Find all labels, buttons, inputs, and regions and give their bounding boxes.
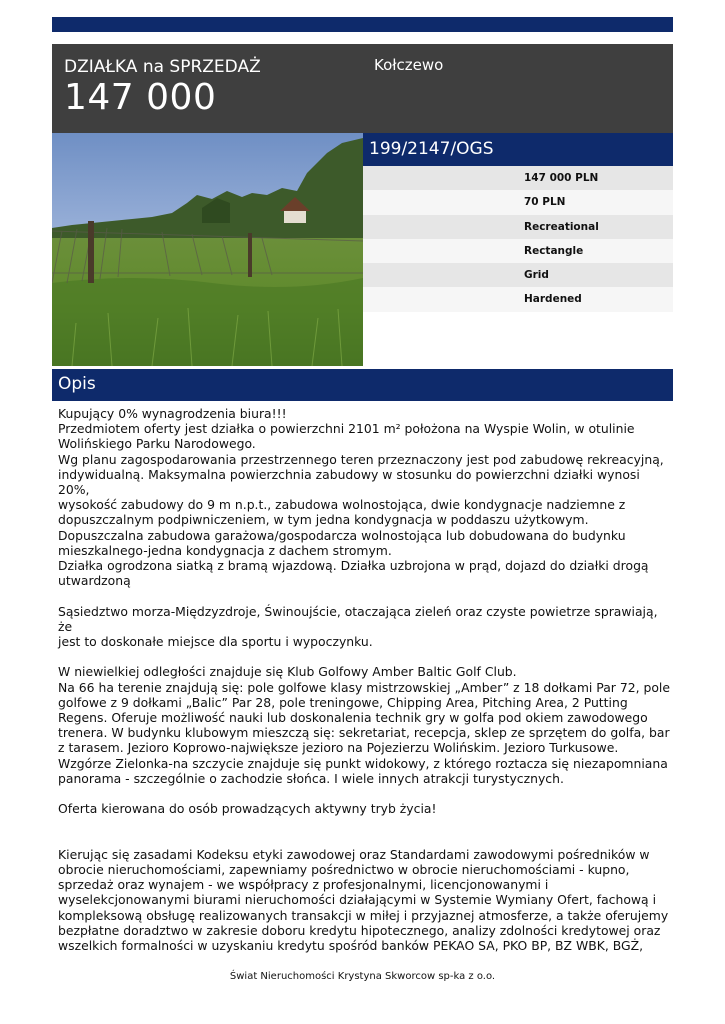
- param-value: Recreational: [524, 220, 599, 233]
- param-value: 147 000 PLN: [524, 172, 599, 184]
- param-row: [363, 190, 673, 214]
- param-value: Rectangle: [524, 244, 584, 257]
- footer-company: Świat Nieruchomości Krystyna Skworcow sp-ka z o.o.: [229, 971, 496, 982]
- offer-params-table: [363, 166, 673, 312]
- section-title-bar: [52, 369, 673, 401]
- offer-location: Kołczewo: [374, 56, 444, 74]
- param-row: [363, 166, 673, 190]
- property-photo: [52, 133, 363, 366]
- param-row: [363, 287, 673, 311]
- top-accent-bar: [52, 17, 673, 32]
- section-title: Opis: [58, 374, 96, 394]
- description-paragraph: W niewielkiej odległości znajduje się Klub Golfowy Amber Baltic Golf Club. Na 66 ha terenie znajdują się: pole golfowe klasy mistrzowskiej „Amber” z 18 dołkami Par 72, pole golfowe z 9 dołkami „Balic” Par 28, pole treningowe, Chipping Area, Pitching Area, 2 Putting Regens. Oferuje możliwość nauki lub doskonalenia technik gry w golfa pod okiem zawodowego trenera. W budynku klubowym mieszczą się: sekretariat, recepcja, sklep ze sprzętem do golfa, bar z tarasem. Jezioro Koprowo-największe jezioro na Pojezierzu Wolińskim. Jezioro Turkusowe. Wzgórze Zielonka-na szczycie znajduje się punkt widokowy, z którego roztacza się niezapomniana panorama - szczególnie o zachodzie słońca. I wiele innych atrakcji turystycznych.: [58, 664, 670, 786]
- description-paragraph: Sąsiedztwo morza-Międzyzdroje, Świnoujście, otaczająca zieleń oraz czyste powietrze sprawiają, że jest to doskonałe miejsce dla sportu i wypoczynku.: [58, 603, 658, 650]
- param-value: 70 PLN: [524, 196, 566, 209]
- offer-reference-bar: [363, 133, 673, 166]
- offer-header: [52, 44, 673, 133]
- param-row: [363, 239, 673, 263]
- description-paragraph: Kierując się zasadami Kodeksu etyki zawodowej oraz Standardami zawodowymi pośredników w obrocie nieruchomościami, zapewniamy pośrednictwo w obrocie nieruchomościami - kupno, sprzedaż oraz wynajem - we współpracy z profesjonalnymi, licencjonowanymi i wyselekcjonowanymi biurami nieruchomości działającymi w Systemie Wymiany Ofert, fachową i kompleksową obsługę realizowanych transakcji w miłej i przyjaznej atmosferze, a także oferujemy bezpłatne doradztwo w zakresie doboru kredytu hipotecznego, analizy zdolności kredytowej oraz wszelkich formalności w uzyskaniu kredytu spośród banków PEKAO SA, PKO BP, BZ WBK, BGŻ,: [58, 846, 669, 954]
- description: [58, 406, 670, 953]
- param-row: [363, 215, 673, 239]
- offer-reference: 199/2147/OGS: [369, 139, 494, 159]
- param-value: Grid: [524, 269, 549, 282]
- param-row: [363, 263, 673, 287]
- description-paragraph: Kupujący 0% wynagrodzenia biura!!! Przedmiotem oferty jest działka o powierzchni 2101 m² położona na Wyspie Wolin, w otulinie Wolińskiego Parku Narodowego. Wg planu zagospodarowania przestrzennego teren przeznaczony jest pod zabudowę rekreacyjną, indywidualną. Maksymalna powierzchnia zabudowy w stosunku do powierzchni działki wynosi 20%, wysokość zabudowy do 9 m n.p.t., zabudowa wolnostojąca, dwie kondygnacje nadziemne z dopuszczalnym podpiwniczeniem, w tym jedna kondygnacja w poddaszu użytkowym. Dopuszczalna zabudowa garażowa/gospodarcza wolnostojąca lub dobudowana do budynku mieszkalnego-jedna kondygnacja z dachem stromym. Działka ogrodzona siatką z bramą wjazdową. Działka uzbrojona w prąd, dojazd do działki drogą utwardzoną: [58, 406, 664, 589]
- offer-category: DZIAŁKA na SPRZEDAŻ: [64, 57, 261, 77]
- param-value: Hardened: [524, 293, 582, 306]
- description-paragraph: Oferta kierowana do osób prowadzących aktywny tryb życia!: [58, 801, 437, 817]
- offer-price: 147 000: [64, 77, 217, 118]
